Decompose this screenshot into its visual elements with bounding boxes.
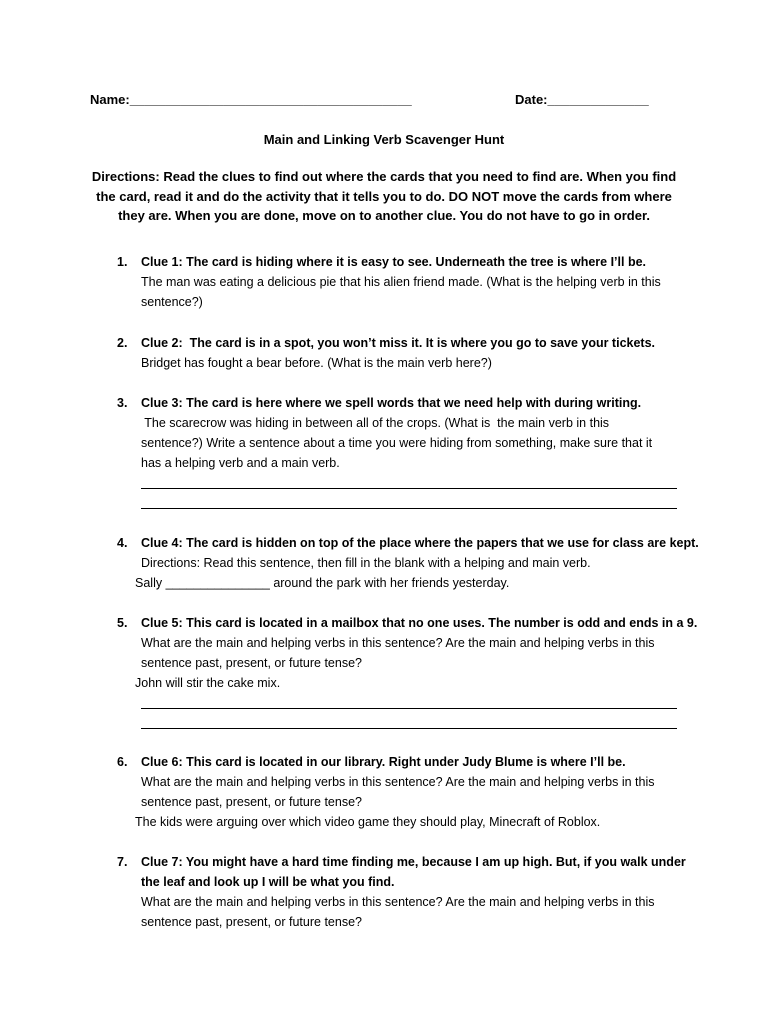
date-field: Date:______________ bbox=[515, 92, 649, 107]
item-number: 1. bbox=[117, 255, 128, 269]
item-sentence: sentence?) Write a sentence about a time you were hiding from something, make sure that it bbox=[141, 436, 653, 450]
fill-in-sentence: Sally _______________ around the park with her friends yesterday. bbox=[135, 576, 510, 590]
clue-text: Clue 3: The card is here where we spell words that we need help with during writing. bbox=[141, 396, 642, 410]
item-sentence: Directions: Read this sentence, then fill in the blank with a helping and main verb. bbox=[141, 556, 591, 570]
item-sentence: What are the main and helping verbs in this sentence? Are the main and helping verbs in this bbox=[141, 636, 655, 650]
clue-text: Clue 6: This card is located in our library. Right under Judy Blume is where I’ll be. bbox=[141, 755, 626, 769]
item-sentence: has a helping verb and a main verb. bbox=[141, 456, 340, 470]
item-number: 5. bbox=[117, 616, 128, 630]
item-sentence: What are the main and helping verbs in this sentence? Are the main and helping verbs in this bbox=[141, 775, 655, 789]
clue-text-continued: the leaf and look up I will be what you find. bbox=[141, 875, 395, 889]
item-number: 3. bbox=[117, 396, 128, 410]
item-sentence: The man was eating a delicious pie that his alien friend made. (What is the helping verb in this bbox=[141, 275, 661, 289]
page-title: Main and Linking Verb Scavenger Hunt bbox=[263, 132, 505, 147]
item-number: 2. bbox=[117, 336, 128, 350]
directions-paragraph: Directions: Read the clues to find out where the cards that you need to find are. When you find the card, read it and do the activity that it tells you to do. DO NOT move the cards from where they are. When you are done, move on to another clue. You do not have to go in order. bbox=[91, 169, 677, 223]
item-sentence: What are the main and helping verbs in this sentence? Are the main and helping verbs in this bbox=[141, 895, 655, 909]
item-sentence: Bridget has fought a bear before. (What is the main verb here?) bbox=[141, 356, 492, 370]
answer-line[interactable] bbox=[141, 508, 677, 509]
clue-text: Clue 5: This card is located in a mailbox that no one uses. The number is odd and ends in a 9. bbox=[141, 616, 698, 630]
clue-text: Clue 1: The card is hiding where it is easy to see. Underneath the tree is where I’ll be. bbox=[141, 255, 647, 269]
item-sentence: sentence?) bbox=[141, 295, 203, 309]
item-number: 7. bbox=[117, 855, 128, 869]
item-number: 4. bbox=[117, 536, 128, 550]
item-sentence: The scarecrow was hiding in between all of the crops. (What is the main verb in this bbox=[141, 416, 610, 430]
item-sentence: The kids were arguing over which video game they should play, Minecraft of Roblox. bbox=[135, 815, 601, 829]
clue-text: Clue 2: The card is in a spot, you won’t miss it. It is where you go to save your tickets. bbox=[141, 336, 656, 350]
answer-line[interactable] bbox=[141, 728, 677, 729]
answer-line[interactable] bbox=[141, 708, 677, 709]
item-sentence: sentence past, present, or future tense? bbox=[141, 915, 362, 929]
item-sentence: sentence past, present, or future tense? bbox=[141, 656, 362, 670]
answer-line[interactable] bbox=[141, 488, 677, 489]
item-sentence: sentence past, present, or future tense? bbox=[141, 795, 362, 809]
item-number: 6. bbox=[117, 755, 128, 769]
clue-text: Clue 4: The card is hidden on top of the place where the papers that we use for class are kept. bbox=[141, 536, 699, 550]
item-sentence: John will stir the cake mix. bbox=[135, 676, 281, 690]
name-field: Name:_______________________________________ bbox=[90, 92, 412, 107]
clue-text: Clue 7: You might have a hard time finding me, because I am up high. But, if you walk under bbox=[141, 855, 686, 869]
